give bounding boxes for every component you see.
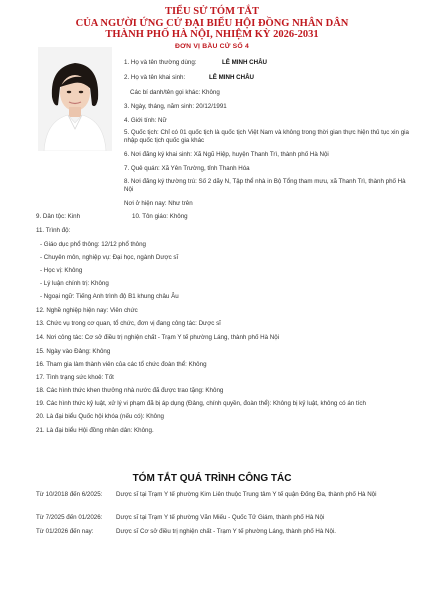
field-discipline: 19. Các hình thức kỷ luật, xử lý vi phạm đã bị áp dụng (Đảng, chính quyền, đoàn thể): Không bị kỷ luật, không có án tích bbox=[36, 400, 366, 407]
field-common-name bbox=[124, 59, 410, 67]
field-health: 17. Tình trạng sức khoẻ: Tốt bbox=[36, 374, 114, 381]
field-degree: - Học vị: Không bbox=[40, 267, 83, 274]
field-current-residence: Nơi ở hiện nay: Như trên bbox=[124, 200, 193, 207]
field-education: 11. Trình độ: bbox=[36, 227, 71, 234]
field-foreign-language: - Ngoại ngữ: Tiếng Anh trình độ B1 khung châu Âu bbox=[40, 293, 179, 300]
field-birth-name-label: 2. Họ và tên khai sinh: bbox=[124, 74, 186, 81]
career-description: Dược sĩ Cơ sở điều trị nghiện chất - Trạm Y tế phường Láng, thành phố Hà Nội. bbox=[116, 528, 336, 535]
document-title: TIỂU SỬ TÓM TẮT bbox=[164, 6, 260, 17]
field-common-name-value: LÊ MINH CHÂU bbox=[222, 59, 268, 66]
portrait-image bbox=[38, 47, 112, 151]
career-description: Dược sĩ tại Trạm Y tế phường Kim Liên thuộc Trung tâm Y tế quận Đống Đa, thành phố Hà Nội bbox=[116, 491, 377, 498]
field-awards: 18. Các hình thức khen thưởng nhà nước đã được trao tặng: Không bbox=[36, 387, 224, 394]
document-header bbox=[0, 6, 424, 50]
field-hometown: 7. Quê quán: Xã Yên Trường, tỉnh Thanh Hóa bbox=[124, 165, 250, 172]
field-birth-name bbox=[124, 74, 410, 82]
field-occupation: 12. Nghề nghiệp hiện nay: Viên chức bbox=[36, 307, 138, 314]
field-general-education: - Giáo dục phổ thông: 12/12 phổ thông bbox=[40, 241, 146, 248]
field-peoples-council: 21. Là đại biểu Hội đồng nhân dân: Không. bbox=[36, 427, 154, 434]
field-gender: 4. Giới tính: Nữ bbox=[124, 117, 167, 124]
field-political-theory: - Lý luận chính trị: Không bbox=[40, 280, 109, 287]
field-common-name-label: 1. Họ và tên thường dùng: bbox=[124, 59, 197, 66]
field-organizations: 16. Tham gia làm thành viên của các tổ chức đoàn thể: Không bbox=[36, 361, 207, 368]
field-permanent-residence: 8. Nơi đăng ký thường trú: Số 2 dãy N, Tập thể nhà in Bộ Tổng tham mưu, xã Thanh Trì, thành phố Hà Nội bbox=[124, 178, 406, 193]
field-workplace: 14. Nơi công tác: Cơ sở điều trị nghiện chất - Trạm Y tế phường Láng, thành phố Hà Nội bbox=[36, 334, 280, 341]
field-specialty: - Chuyên môn, nghiệp vụ: Đại học, ngành Dược sĩ bbox=[40, 254, 179, 261]
candidate-photo bbox=[38, 47, 112, 151]
career-date: Từ 10/2018 đến 6/2025: bbox=[36, 491, 103, 498]
document-subtitle: CỦA NGƯỜI ỨNG CỬ ĐẠI BIỂU HỘI ĐỒNG NHÂN DÂN bbox=[75, 17, 349, 29]
field-national-assembly: 20. Là đại biểu Quốc hội khóa (nếu có): Không bbox=[36, 413, 164, 420]
field-nationality: 5. Quốc tịch: Chỉ có 01 quốc tịch là quốc tịch Việt Nam và không trong thời gian thực hiện thủ tục xin gia nhập quốc tịch quốc gia khác bbox=[124, 129, 409, 144]
field-party-date: 15. Ngày vào Đảng: Không bbox=[36, 348, 111, 355]
field-birth-registration: 6. Nơi đăng ký khai sinh: Xã Ngũ Hiệp, huyện Thanh Trì, thành phố Hà Nội bbox=[124, 151, 329, 158]
field-religion: 10. Tôn giáo: Không bbox=[132, 213, 188, 220]
field-aliases: Các bí danh/tên gọi khác: Không bbox=[130, 89, 220, 96]
document-term: THÀNH PHỐ HÀ NỘI, NHIỆM KỲ 2026-2031 bbox=[105, 29, 319, 40]
field-birth-name-value: LÊ MINH CHÂU bbox=[209, 74, 255, 81]
field-birth-date: 3. Ngày, tháng, năm sinh: 20/12/1991 bbox=[124, 103, 227, 110]
career-date: Từ 7/2025 đến 01/2026: bbox=[36, 514, 103, 521]
field-ethnicity: 9. Dân tộc: Kinh bbox=[36, 213, 81, 220]
field-position: 13. Chức vụ trong cơ quan, tổ chức, đơn vị đang công tác: Dược sĩ bbox=[36, 320, 221, 327]
electoral-unit: ĐƠN VỊ BẦU CỬ SỐ 4 bbox=[175, 42, 249, 50]
career-date: Từ 01/2026 đến nay: bbox=[36, 528, 94, 535]
career-description: Dược sĩ tại Trạm Y tế phường Văn Miếu - Quốc Tử Giám, thành phố Hà Nội bbox=[116, 514, 325, 521]
career-section-title: TÓM TẮT QUÁ TRÌNH CÔNG TÁC bbox=[132, 473, 292, 484]
